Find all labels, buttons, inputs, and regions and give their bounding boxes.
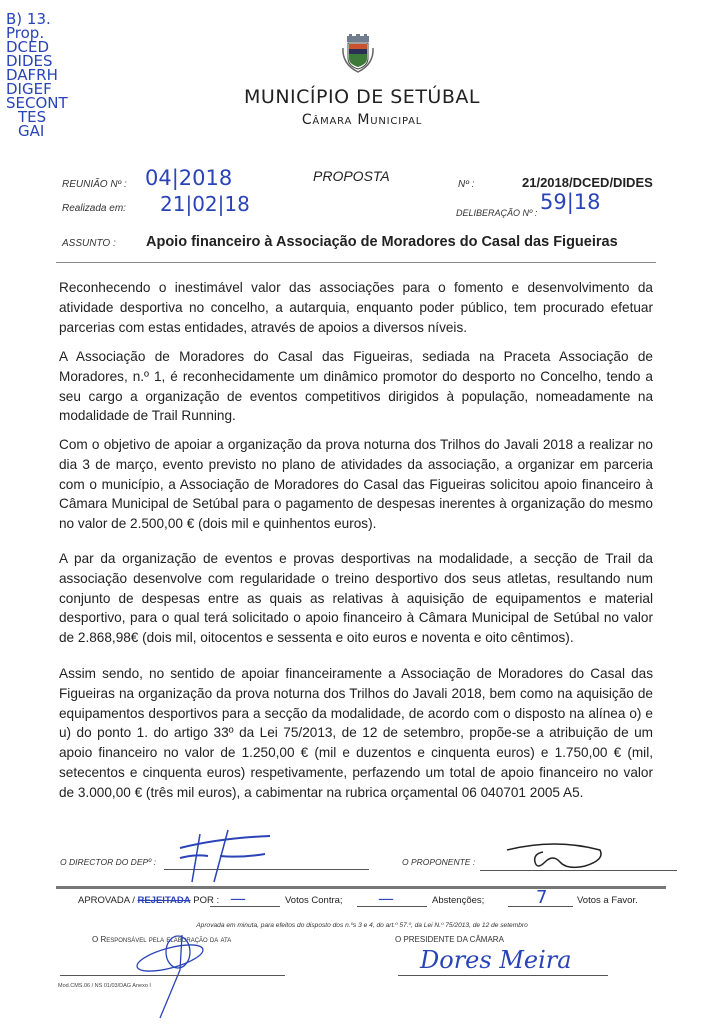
deliberation-number-label: DELIBERAÇÃO Nº :: [456, 208, 538, 218]
votes-for-value: 7: [536, 887, 548, 908]
director-label: O DIRECTOR DO DEPº :: [60, 857, 156, 867]
votes-against-value: —: [230, 889, 246, 908]
minutes-responsible-label: O Responsável pela elaboração da ata: [92, 935, 232, 944]
proponent-signature: [505, 840, 605, 872]
margin-note: DAFRH: [6, 66, 58, 84]
abstentions-label: Abstenções;: [432, 895, 485, 906]
body-paragraph: A Associação de Moradores do Casal das Figueiras, sediada na Praceta Associação de Moradores, n.º 1, é reconhecidamente um dinâmico promotor do desporto no Concelho, tendo a seu cargo a organização de eventos competitivos dirigidos à população, nomeadamente na modalidade de Trail Running.: [59, 349, 653, 424]
subject-label: ASSUNTO :: [62, 238, 116, 249]
meeting-number-label: REUNIÃO Nº :: [62, 179, 127, 190]
body-paragraph: Reconhecendo o inestimável valor das associações para o fomento e desenvolvimento da atividade desportiva no concelho, a autarquia, enquanto poder público, tem procurado efetuar parcerias com estas entidades, através de apoios a diversos níveis.: [59, 280, 653, 335]
margin-note: DCED: [6, 38, 50, 56]
votes-for-label: Votos a Favor.: [577, 895, 638, 906]
minutes-responsible-signature-line: [60, 975, 285, 976]
meeting-number-value: 04|2018: [145, 166, 233, 190]
president-signature: Dores Meira: [420, 946, 572, 974]
margin-note: DIGEF: [6, 80, 52, 98]
municipal-coat-of-arms-icon: [338, 34, 378, 74]
subject-value: Apoio financeiro à Associação de Moradores do Casal das Figueiras: [146, 234, 618, 250]
meeting-date-label: Realizada em:: [62, 203, 126, 214]
approval-minute-note: Aprovada em minuta, para efeitos do disposto dos n.ºs 3 e 4, do art.º 57.º, da Lei N.º 75/2013, de 12 de setembro: [196, 922, 528, 929]
margin-note: TES: [18, 108, 47, 126]
deliberation-number-value: 59|18: [540, 190, 601, 214]
president-signature-line: [398, 975, 608, 976]
approval-divider: [56, 886, 666, 889]
proposal-heading: PROPOSTA: [313, 168, 390, 184]
body-paragraph: Com o objetivo de apoiar a organização da prova noturna dos Trilhos do Javali 2018 a realizar no dia 3 de março, evento previsto no plano de atividades da associação, a organizar em parceria com o município, a Associação de Moradores do Casal das Figueiras solicitou apoio financeiro à Câmara Municipal de Setúbal para o pagamento de despesas inerentes à organização do mesmo no valor de 2.500,00 € (dois mil e quinhentos euros).: [59, 437, 653, 532]
body-paragraph: A par da organização de eventos e provas desportivas na modalidade, a secção de Trail da associação desenvolve com regularidade o treino desportivo dos seus atletas, resultando num conjunto de despesas entre as quais as relativas à aquisição de equipamentos e material desportivo, para o qual terá solicitado o apoio financeiro à Câmara Municipal de Setúbal no valor de 2.868,98€ (dois mil, oitocentos e sessenta e oito euros e noventa e oito cêntimos).: [59, 551, 653, 646]
president-label: O PRESIDENTE DA CÂMARA: [395, 935, 504, 944]
margin-note: SECONT: [6, 94, 68, 112]
council-subtitle: Câmara Municipal: [301, 112, 423, 128]
margin-note: GAI: [18, 122, 45, 140]
subject-divider: [56, 262, 656, 263]
margin-note: B) 13.: [6, 10, 51, 28]
abstentions-value: —: [378, 889, 394, 908]
proponent-label: O PROPONENTE :: [402, 857, 476, 867]
margin-note: DIDES: [6, 52, 53, 70]
municipality-title: MUNICÍPIO DE SETÚBAL: [244, 86, 480, 108]
meeting-date-value: 21|02|18: [160, 192, 250, 216]
proposal-number-value: 21/2018/DCED/DIDES: [522, 175, 653, 190]
margin-note: Prop.: [6, 24, 45, 42]
approved-label: APROVADA /: [78, 895, 138, 906]
proposal-number-label: Nº :: [458, 179, 475, 190]
approval-status: [78, 895, 219, 906]
director-signature: [170, 826, 280, 886]
rejected-label-struck: REJEITADA: [137, 895, 191, 906]
body-paragraph: Assim sendo, no sentido de apoiar financeiramente a Associação de Moradores do Casal das Figueiras na organização da prova noturna dos Trilhos do Javali 2018, bem como na aquisição de equipamentos desportivos para a secção da modalidade, de acordo com o disposto na alínea o) e u) do ponto 1. do artigo 33º da Lei 75/2013, de 12 de setembro, propõe-se a atribuição de um apoio financeiro no valor de 1.250,00 € (mil e duzentos e cinquenta euros) e 1.750,00 € (mil, setecentos e cinquenta euros) respetivamente, perfazendo um total de apoio financeiro no valor de 3.000,00 € (três mil euros), a cabimentar na rubrica orçamental 06 040701 2005 A5.: [59, 666, 653, 800]
votes-against-label: Votos Contra;: [285, 895, 343, 906]
by-label: POR :: [190, 895, 220, 906]
model-reference: Mod.CMS.06 / NS 01/03/DAG Anexo I: [58, 983, 151, 989]
